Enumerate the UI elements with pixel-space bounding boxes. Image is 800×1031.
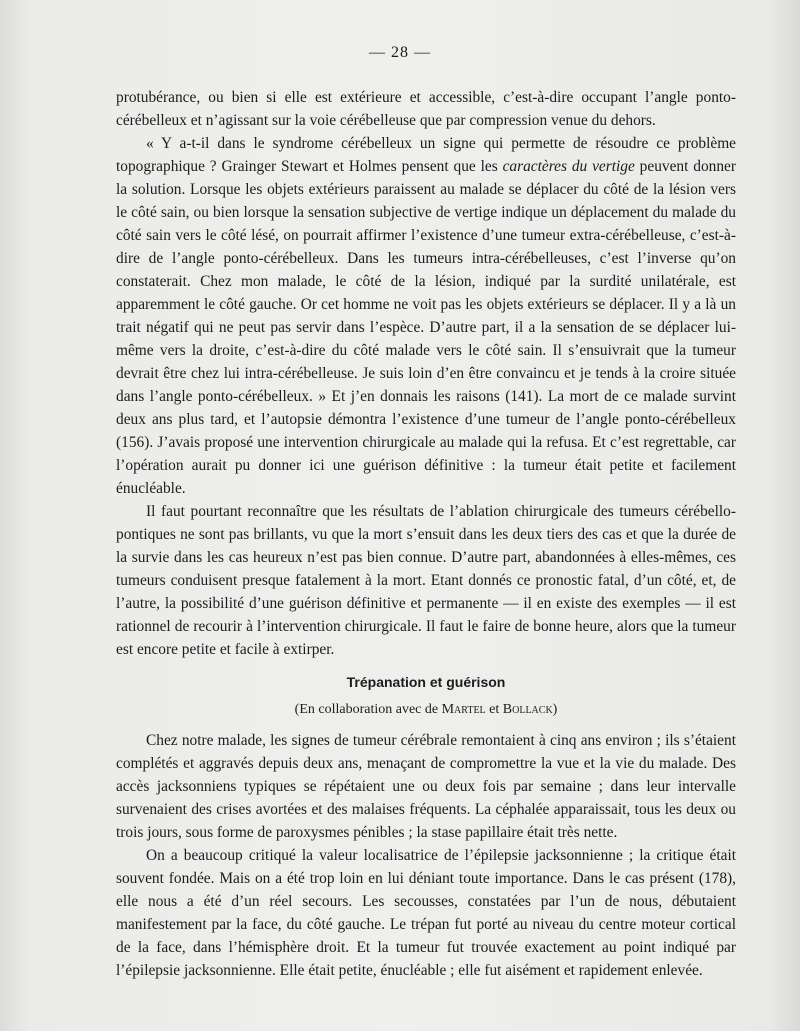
paragraph-2-end: peuvent donner la solution. Lorsque les objets extérieurs paraissent au malade se déplacer du côté de la lésion vers le côté sain, ou bien lorsque la sensation subjective de vertige indique un déplacement du malade du côté sain vers le côté lésé, on pourrait affirmer l’existence d’une tumeur extra-cérébelleuse, c’est-à-dire de l’angle ponto-cérébelleux. Dans les tumeurs intra-cérébelleuses, c’est l’inverse qu’on constaterait. Chez mon malade, le côté de la lésion, indiqué par la surdité unilatérale, est apparemment le côté gauche. Or cet homme ne voit pas les objets extérieurs se déplacer. Il y a là un trait négatif qui ne peut pas servir dans l’espèce. D’autre part, il a la sensation de se déplacer lui-même vers la droite, c’est-à-dire du côté malade vers le côté sain. Il s’ensuivrait que la tumeur devrait être chez lui intra-cérébelleuse. Je suis loin d’en être convaincu et je tends à la croire située dans l’angle ponto-cérébelleux. » Et j’en donnais les raisons (141). La mort de ce malade survint deux ans plus tard, et l’autopsie démontra l’existence d’une tumeur de l’angle ponto-cérébelleux (156). J’avais proposé une intervention chirurgicale au malade qui la refusa. Et c’est regrettable, car l’opération aurait pu donner ici une guérison définitive : la tumeur était petite et facilement énucléable. [116,158,737,497]
section-subheading [116,699,736,721]
paragraph-2-start: « Y a-t-il dans le syndrome cérébelleux un signe qui permette de résoudre ce problème topographique ? Grainger Stewart et Holmes pensent que les [116,135,736,175]
subheading-pre: (En collaboration avec de [294,702,442,717]
paragraph-2-italic: caractères du vertige [502,158,635,175]
subheading-mid: et [485,702,503,717]
section-heading: Trépanation et guérison [346,674,506,690]
author-bollack: Bollack [502,702,553,717]
paragraph-4: Chez notre malade, les signes de tumeur cérébrale remontaient à cinq ans environ ; ils s’étaient complétés et aggravés depuis deux ans, menaçant de compromettre la vue et la vie du malade. Des accès jacksonniens typiques se répétaient une ou deux fois par semaine ; dans leur intervalle survenaient des crises avortées et des malaises fréquents. La céphalée apparaissait, tous les deux ou trois jours, sous forme de paroxysmes pénibles ; la stase papillaire était très nette. [116,732,736,841]
paragraph-3: Il faut pourtant reconnaître que les résultats de l’ablation chirurgicale des tumeurs cérébello-pontiques ne sont pas brillants, vu que la mort s’ensuit dans les deux tiers des cas et que la durée de la survie dans les cas heureux n’est pas bien connue. D’autre part, abandonnées à elles-mêmes, ces tumeurs conduisent presque fatalement à la mort. Etant donnés ce pronostic fatal, d’un côté, et, de l’autre, la possibilité d’une guérison définitive et permanente — il en existe des exemples — il est rationnel de recourir à l’intervention chirurgicale. Il faut le faire de bonne heure, alors que la tumeur est encore petite et facile à extirper. [116,503,736,658]
paragraph-2 [116,132,736,500]
paragraph-5: On a beaucoup critiqué la valeur localisatrice de l’épilepsie jacksonnienne ; la critique était souvent fondée. Mais on a été trop loin en lui déniant toute importance. Dans le cas présent (178), elle nous a été d’un réel secours. Les secousses, constatées par l’un de nous, débutaient manifestement par la face, du côté gauche. Le trépan fut porté au niveau du centre moteur cortical de la face, dans l’hémisphère droit. Et la tumeur fut trouvée exactement au point indiqué par l’épilepsie jacksonnienne. Elle était petite, énucléable ; elle fut aisément et rapidement enlevée. [116,847,736,979]
section-2 [116,729,736,982]
author-martel: Martel [441,702,486,717]
subheading-post: ) [552,702,558,717]
page-number: — 28 — [369,44,431,61]
body-text [116,86,736,982]
paragraph-1: protubérance, ou bien si elle est extérieure et accessible, c’est-à-dire occupant l’angle ponto-cérébelleux et n’agissant sur la voie cérébelleuse que par compression venue du dehors. [116,89,736,129]
